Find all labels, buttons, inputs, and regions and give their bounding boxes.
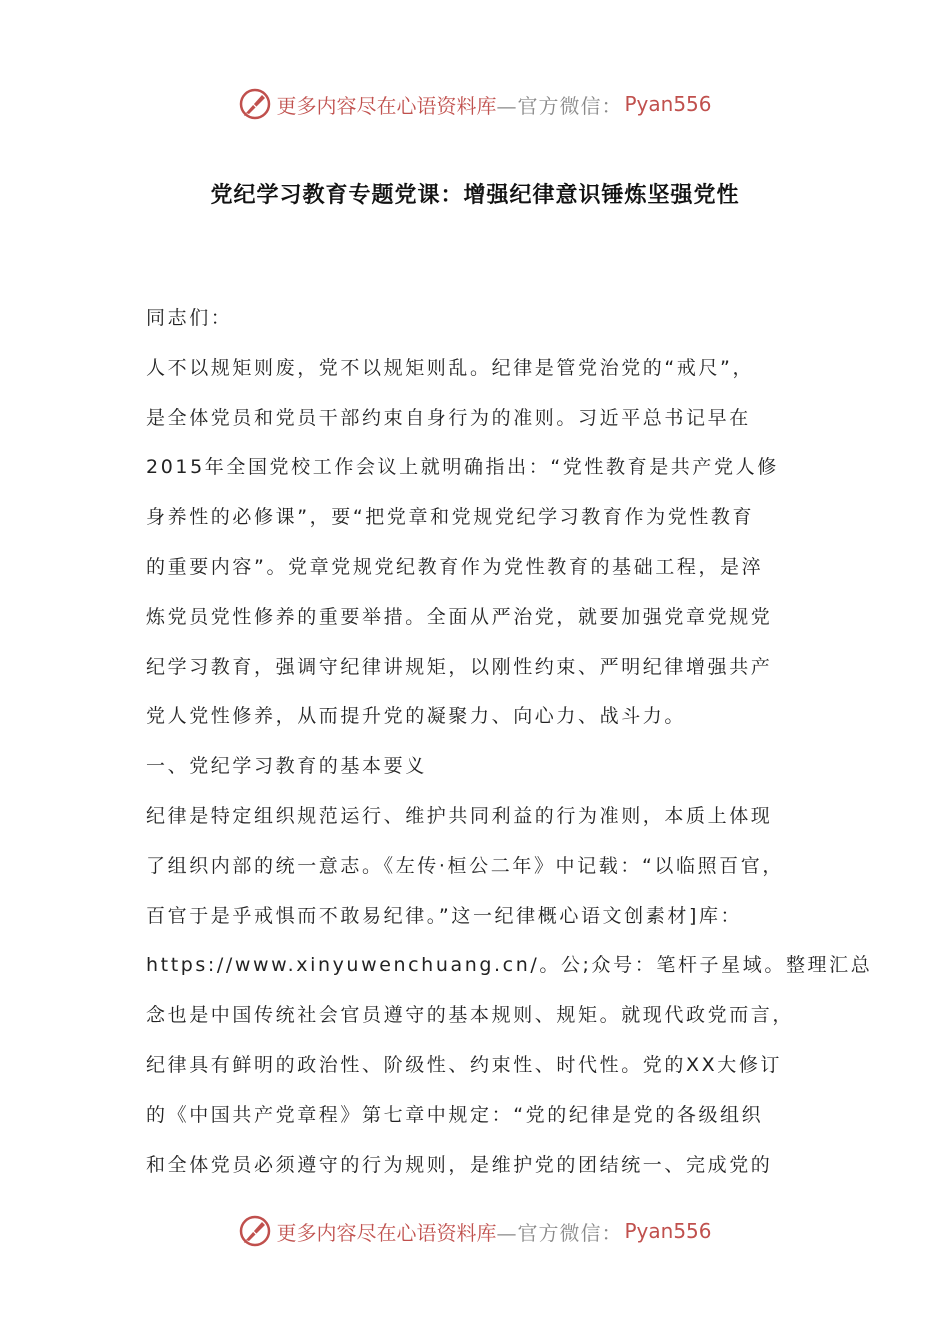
quill-pen-icon bbox=[238, 87, 272, 121]
section-heading: 一、党纪学习教育的基本要义 bbox=[146, 755, 427, 778]
watermark-main-text: 更多内容尽在心语资料库 bbox=[276, 1220, 497, 1245]
body-line: 是全体党员和党员干部约束自身行为的准则。习近平总书记早在 bbox=[146, 406, 751, 429]
body-line: 念也是中国传统社会官员遵守的基本规则、规矩。就现代政党而言， bbox=[146, 1004, 795, 1027]
body-line: 的《中国共产党章程》第七章中规定：“党的纪律是党的各级组织 bbox=[146, 1103, 764, 1126]
body-line: 和全体党员必须遵守的行为规则，是维护党的团结统一、完成党的 bbox=[146, 1153, 773, 1176]
watermark-sub-text: —官方微信： bbox=[496, 93, 623, 118]
body-line: 身养性的必修课”，要“把党章和党规党纪学习教育作为党性教育 bbox=[146, 506, 755, 529]
watermark-wechat-id: Pyan556 bbox=[624, 1219, 712, 1243]
footer-watermark bbox=[0, 1211, 950, 1251]
watermark-main-text: 更多内容尽在心语资料库 bbox=[276, 93, 497, 118]
document-title: 党纪学习教育专题党课：增强纪律意识锤炼坚强党性 bbox=[210, 183, 740, 208]
body-line: 纪律具有鲜明的政治性、阶级性、约束性、时代性。党的XX大修订 bbox=[146, 1053, 783, 1076]
header-watermark bbox=[0, 84, 950, 124]
watermark-wechat-id: Pyan556 bbox=[624, 92, 712, 116]
body-line: 2015年全国党校工作会议上就明确指出：“党性教育是共产党人修 bbox=[146, 456, 779, 479]
body-line: 百官于是乎戒惧而不敢易纪律。”这一纪律概心语文创素材]库： bbox=[146, 904, 743, 927]
salutation-line: 同志们： bbox=[146, 307, 233, 329]
body-line-url: https://www.xinyuwenchuang.cn/。公;众号：笔杆子星域。整理汇总 bbox=[146, 954, 873, 977]
watermark-sub-text: —官方微信： bbox=[496, 1220, 623, 1245]
quill-pen-icon bbox=[238, 1214, 272, 1248]
body-line: 党人党性修养，从而提升党的凝聚力、向心力、战斗力。 bbox=[146, 705, 687, 728]
document-body bbox=[146, 294, 873, 1190]
body-line: 的重要内容”。党章党规党纪教育作为党性教育的基础工程，是淬 bbox=[146, 555, 764, 578]
body-line: 人不以规矩则废，党不以规矩则乱。纪律是管党治党的“戒尺”， bbox=[146, 356, 755, 379]
body-line: 炼党员党性修养的重要举措。全面从严治党，就要加强党章党规党 bbox=[146, 605, 773, 628]
body-line: 纪学习教育，强调守纪律讲规矩，以刚性约束、严明纪律增强共产 bbox=[146, 655, 773, 678]
body-line: 了组织内部的统一意志。《左传·桓公二年》中记载：“以临照百官， bbox=[146, 854, 784, 877]
body-line: 纪律是特定组织规范运行、维护共同利益的行为准则，本质上体现 bbox=[146, 804, 773, 827]
